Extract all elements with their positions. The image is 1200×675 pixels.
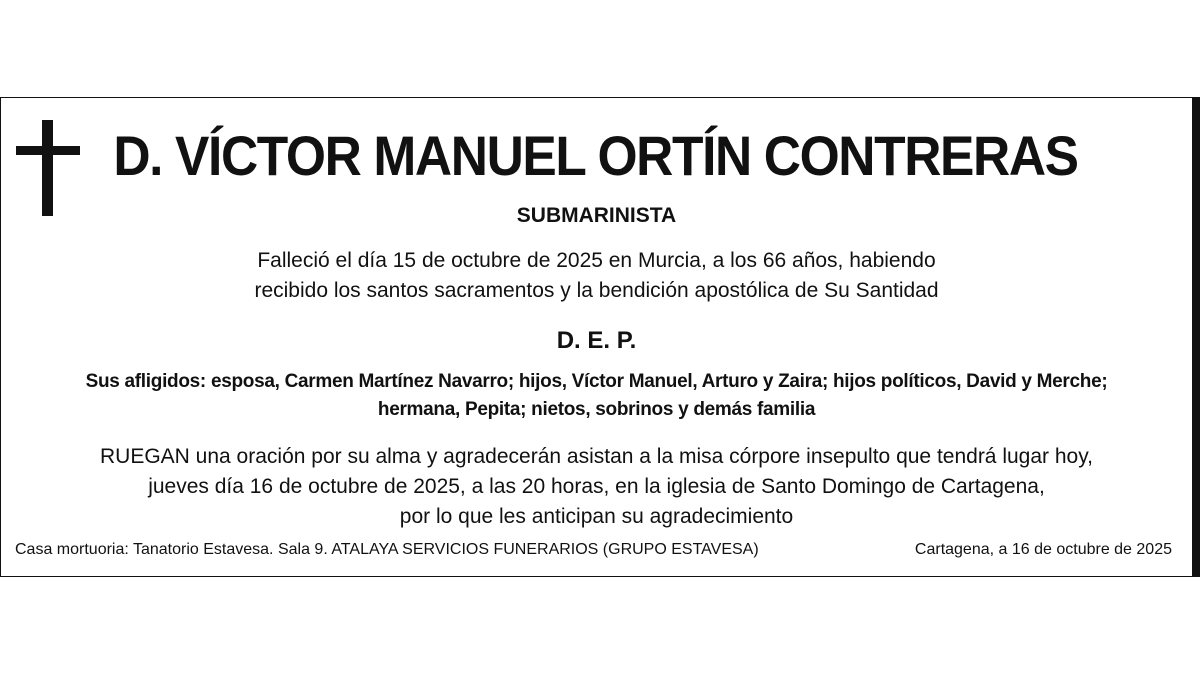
dep-heading: D. E. P. — [556, 327, 637, 354]
occupation: SUBMARINISTA — [516, 204, 677, 227]
request-line: por lo que les anticipan su agradecimiento — [399, 505, 794, 528]
family-list — [7, 368, 1186, 424]
cross-icon — [16, 120, 80, 216]
request-line: jueves día 16 de octubre de 2025, a las 20 horas, en la iglesia de Santo Domingo de Cartagena, — [148, 475, 1045, 498]
funeral-home-info: Casa mortuoria: Tanatorio Estavesa. Sala 9. ATALAYA SERVICIOS FUNERARIOS (GRUPO ESTAVESA) — [15, 541, 759, 558]
request-line: RUEGAN una oración por su alma y agradecerán asistan a la misa córpore insepulto que tendrá lugar hoy, — [100, 445, 1093, 468]
death-line: recibido los santos sacramentos y la bendición apostólica de Su Santidad — [254, 279, 939, 302]
family-line: Sus afligidos: esposa, Carmen Martínez Navarro; hijos, Víctor Manuel, Arturo y Zaira; hijos políticos, David y Merche; — [85, 371, 1108, 392]
death-line: Falleció el día 15 de octubre de 2025 en Murcia, a los 66 años, habiendo — [257, 249, 936, 272]
mass-request — [1, 442, 1192, 532]
family-line: hermana, Pepita; nietos, sobrinos y demás familia — [377, 399, 816, 420]
deceased-name: D. VÍCTOR MANUEL ORTÍN CONTRERAS — [113, 124, 1078, 187]
obituary-notice — [0, 97, 1193, 577]
death-announcement — [1, 246, 1192, 306]
border-bar — [1193, 97, 1200, 577]
place-date: Cartagena, a 16 de octubre de 2025 — [914, 541, 1172, 558]
